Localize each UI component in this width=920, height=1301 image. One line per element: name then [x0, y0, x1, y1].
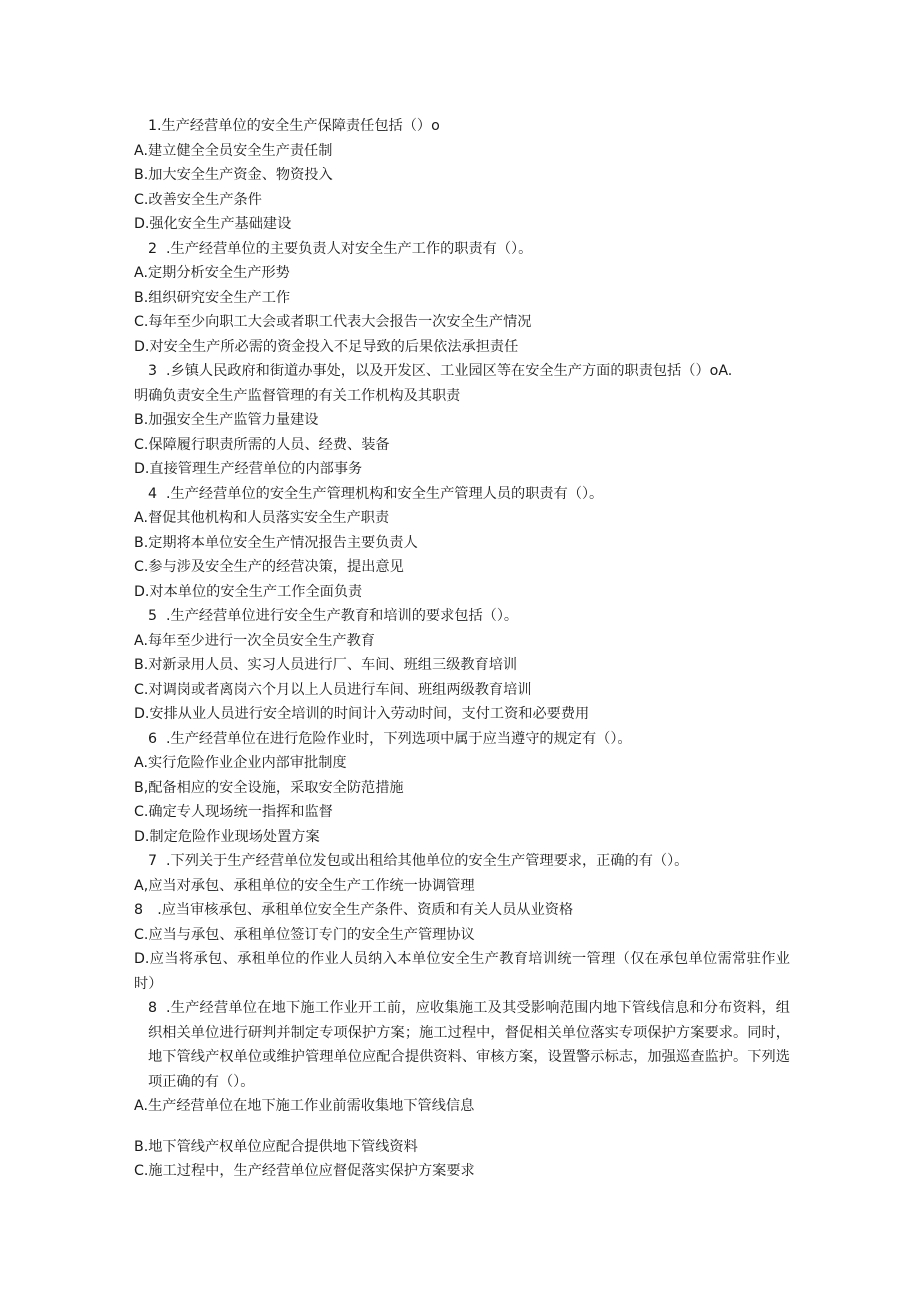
option-8b: B.地下管线产权单位应配合提供地下管线资料 — [134, 1138, 418, 1155]
option-6d: D.制定危险作业现场处置方案 — [134, 828, 320, 845]
option-5b: B.对新录用人员、实习人员进行厂、车间、班组三级教育培训 — [134, 657, 518, 673]
question-number: 6 — [148, 730, 158, 747]
option-2b: B.组织研究安全生产工作 — [134, 289, 291, 306]
question-text: .生产经营单位的主要负责人对安全生产工作的职责有（）。 — [166, 240, 533, 257]
question-6-stem — [134, 727, 790, 752]
option-6c: C.确定专人现场统一指挥和监督 — [134, 804, 333, 820]
question-number: 5 — [148, 608, 158, 624]
question-8-stem — [134, 996, 790, 1094]
option-5c: C.对调岗或者离岗六个月以上人员进行车间、班组两级教育培训 — [134, 681, 532, 698]
option-2a: A.定期分析安全生产形势 — [134, 265, 290, 281]
option-4b: B.定期将本单位安全生产情况报告主要负责人 — [134, 534, 418, 551]
option-4c: C.参与涉及安全生产的经营决策，提出意见 — [134, 559, 404, 575]
question-3-stem-continued: 明确负责安全生产监督管理的有关工作机构及其职责 — [134, 387, 461, 404]
question-2-stem — [134, 237, 790, 262]
question-text: .乡镇人民政府和街道办事处，以及开发区、工业园区等在安全生产方面的职责包括（）oA. — [166, 363, 733, 379]
question-1-stem: 1.生产经营单位的安全生产保障责任包括（）o — [148, 118, 440, 134]
option-1c: C.改善安全生产条件 — [134, 191, 262, 208]
question-number: 3 — [148, 363, 158, 379]
question-number: 2 — [148, 240, 158, 257]
option-3d: D.直接管理生产经营单位的内部事务 — [134, 461, 363, 477]
option-7c: C.应当与承包、承租单位签订专门的安全生产管理协议 — [134, 926, 475, 943]
option-1b: B.加大安全生产资金、物资投入 — [134, 167, 333, 183]
option-4a: A.督促其他机构和人员落实安全生产职责 — [134, 510, 390, 526]
question-text: .生产经营单位在地下施工作业开工前，应收集施工及其受影响范围内地下管线信息和分布资料，组织相关单位进行研判并制定专项保护方案；施工过程中，督促相关单位落实专项保护方案要求。同时，地下管线产权单位或维护管理单位应配合提供资料、审核方案，设置警示标志，加强巡查监护。下列选项正确的有（）。 — [148, 1000, 790, 1090]
question-text: .生产经营单位在进行危险作业时，下列选项中属于应当遵守的规定有（）。 — [166, 730, 632, 747]
question-number: 4 — [148, 485, 158, 502]
option-2d: D.对安全生产所必需的资金投入不足导致的后果依法承担责任 — [134, 338, 519, 355]
question-number: 7 — [148, 853, 158, 869]
option-1d: D.强化安全生产基础建设 — [134, 216, 292, 232]
option-8a: A.生产经营单位在地下施工作业前需收集地下管线信息 — [134, 1098, 475, 1114]
question-number: 8 — [148, 1000, 158, 1016]
question-4-stem — [134, 482, 790, 507]
option-7d: D.应当将承包、承租单位的作业人员纳入本单位安全生产教育培训统一管理（仅在承包单位需常驻作业时） — [134, 951, 790, 992]
option-3b: B.加强安全生产监管力量建设 — [134, 412, 319, 428]
question-text: .生产经营单位的安全生产管理机构和安全生产管理人员的职责有（）。 — [166, 485, 604, 502]
option-5d: D.安排从业人员进行安全培训的时间计入劳动时间，支付工资和必要费用 — [134, 706, 590, 722]
option-6b: B,配备相应的安全设施，采取安全防范措施 — [134, 779, 404, 796]
question-7-stem — [134, 849, 790, 874]
option-1a: A.建立健全全员安全生产责任制 — [134, 142, 333, 159]
option-5a: A.每年至少进行一次全员安全生产教育 — [134, 632, 375, 649]
blank-gap — [134, 1119, 790, 1135]
option-7a: A,应当对承包、承租单位的安全生产工作统一协调管理 — [134, 877, 475, 894]
option-6a: A.实行危险作业企业内部审批制度 — [134, 755, 347, 771]
option-4d: D.对本单位的安全生产工作全面负责 — [134, 583, 363, 600]
option-3c: C.保障履行职责所需的人员、经费、装备 — [134, 436, 390, 453]
question-text: .下列关于生产经营单位发包或出租给其他单位的安全生产管理要求，正确的有（）。 — [166, 853, 689, 869]
document-page — [134, 114, 790, 1184]
option-7b: 8 .应当审核承包、承租单位安全生产条件、资质和有关人员从业资格 — [134, 902, 574, 918]
question-5-stem — [134, 604, 790, 629]
option-2c: C.每年至少向职工大会或者职工代表大会报告一次安全生产情况 — [134, 314, 532, 330]
option-8c: C.施工过程中，生产经营单位应督促落实保护方案要求 — [134, 1163, 475, 1179]
question-text: .生产经营单位进行安全生产教育和培训的要求包括（）。 — [166, 608, 519, 624]
question-3-stem — [134, 359, 790, 384]
